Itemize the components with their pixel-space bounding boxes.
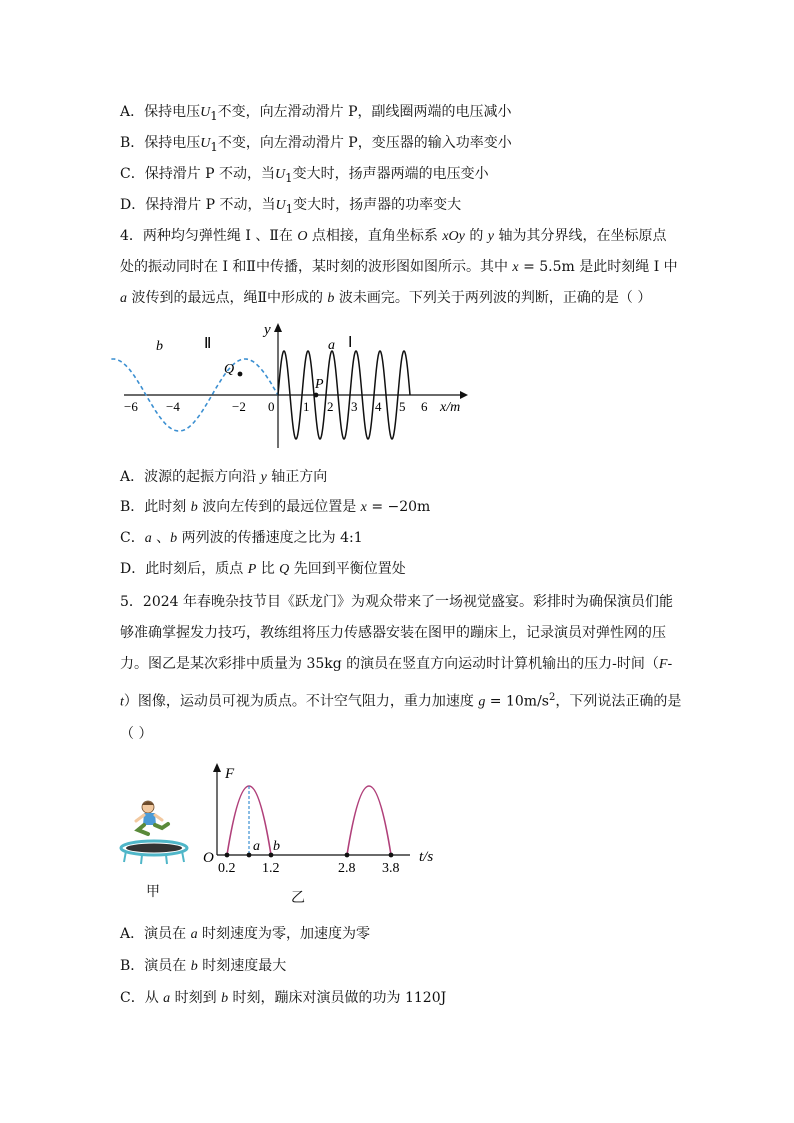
q4-point-q [238, 372, 243, 377]
q5-stem-line-1: 5．2024 年春晚杂技节目《跃龙门》为观众带来了一场视觉盛宴。彩排时为确保演员们能 [120, 594, 673, 610]
q4-option-d: D．此时刻后，质点 P 比 Q 先回到平衡位置处 [120, 561, 406, 577]
q3-option-c: C．保持滑片 P 不动，当$U_1$变大时，扬声器两端的电压变小 [120, 166, 489, 185]
q5-tick-0.2: 0.2 [218, 861, 236, 876]
q5-option-b: B．演员在 b 时刻速度最大 [120, 958, 287, 974]
q4-label-rope-i: Ⅰ [348, 335, 353, 351]
q4-tick-4: 4 [375, 399, 382, 414]
q5-stem-line-4: t）图像，运动员可视为质点。不计空气阻力，重力加速度 $g = 10m/s^2$，下列说法正确的是 [120, 692, 682, 710]
q5-point-a [247, 853, 252, 858]
q4-tick-6: 6 [421, 399, 428, 414]
q4-wave-figure [110, 318, 480, 458]
q4-option-b: B．此时刻 b 波向左传到的最远位置是 x = −20m [120, 499, 431, 515]
q4-label-p: P [315, 377, 324, 392]
q4-x-axis-arrow [460, 391, 468, 399]
q5-option-c: C．从 a 时刻到 b 时刻，蹦床对演员做的功为 1120J [120, 990, 447, 1006]
q5-caption-yi: 乙 [291, 890, 305, 906]
q5-label-a: a [253, 839, 260, 854]
q5-stem-line-5: （ ） [120, 726, 153, 742]
q5-tick-1.2: 1.2 [262, 861, 280, 876]
q5-force-pulse-2 [347, 786, 391, 855]
q5-y-axis-arrow [213, 763, 221, 772]
q4-stem-line-2: 处的振动同时在 Ⅰ 和Ⅱ中传播，某时刻的波形图如图所示。其中 x = 5.5m 是此时刻绳 Ⅰ 中 [120, 259, 678, 275]
q4-label-q: Q [224, 362, 235, 377]
q4-point-p [314, 393, 319, 398]
trampoline-mat [126, 844, 182, 853]
q4-tick-2: 2 [327, 399, 334, 414]
q4-tick-3: 3 [351, 399, 358, 414]
q4-y-axis-arrow [274, 323, 282, 332]
q4-stem-line-1: 4．两种均匀弹性绳 Ⅰ 、Ⅱ在 O 点相接，直角坐标系 xOy 的 y 轴为其分界线，在坐标原点 [120, 228, 667, 244]
q5-stem-line-2: 够准确掌握发力技巧，教练组将压力传感器安装在图甲的蹦床上，记录演员对弹性网的压 [120, 625, 666, 641]
q4-tick-1: 1 [303, 399, 310, 414]
q5-y-label: F [225, 766, 235, 782]
q5-label-b: b [273, 839, 280, 854]
q5-caption-jia: 甲 [146, 884, 160, 900]
q4-tick-neg6: −6 [124, 399, 138, 414]
q4-option-c: C．a 、b 两列波的传播速度之比为 4:1 [120, 530, 363, 546]
q4-tick-5: 5 [399, 399, 406, 414]
q4-stem-line-3: a 波传到的最远点，绳Ⅱ中形成的 b 波未画完。下列关于两列波的判断，正确的是（ ） [120, 290, 652, 306]
q5-origin-label: O [203, 850, 214, 866]
q5-option-a: A．演员在 a 时刻速度为零，加速度为零 [120, 926, 371, 942]
q4-tick-neg2: −2 [232, 399, 246, 414]
trampoline-illustration [118, 798, 190, 868]
q4-origin-label: 0 [268, 399, 275, 414]
q5-point-2.8 [345, 853, 350, 858]
q4-label-b: b [156, 339, 163, 354]
q5-tick-3.8: 3.8 [382, 861, 400, 876]
q3-option-d: D．保持滑片 P 不动，当$U_1$变大时，扬声器的功率变大 [120, 197, 462, 216]
q4-label-rope-ii: Ⅱ [204, 336, 212, 352]
q4-tick-neg4: −4 [166, 399, 180, 414]
q5-tick-2.8: 2.8 [338, 861, 356, 876]
performer-icon [136, 801, 168, 834]
q5-force-time-figure [195, 758, 455, 876]
q5-stem-line-3: 力。图乙是某次彩排中质量为 35kg 的演员在竖直方向运动时计算机输出的压力-时间（F- [120, 656, 673, 672]
q4-label-a: a [328, 338, 335, 353]
q4-x-label: x/m [440, 400, 461, 415]
q5-point-0.2 [225, 853, 230, 858]
q3-option-a: A．保持电压$U_1$不变，向左滑动滑片 P，副线圈两端的电压减小 [120, 104, 512, 123]
q5-point-3.8 [389, 853, 394, 858]
q3-option-b: B．保持电压$U_1$不变，向左滑动滑片 P，变压器的输入功率变小 [120, 135, 512, 154]
q4-option-a: A．波源的起振方向沿 y 轴正方向 [120, 469, 328, 485]
q4-y-label: y [264, 322, 271, 338]
q5-x-label: t/s [419, 849, 434, 865]
